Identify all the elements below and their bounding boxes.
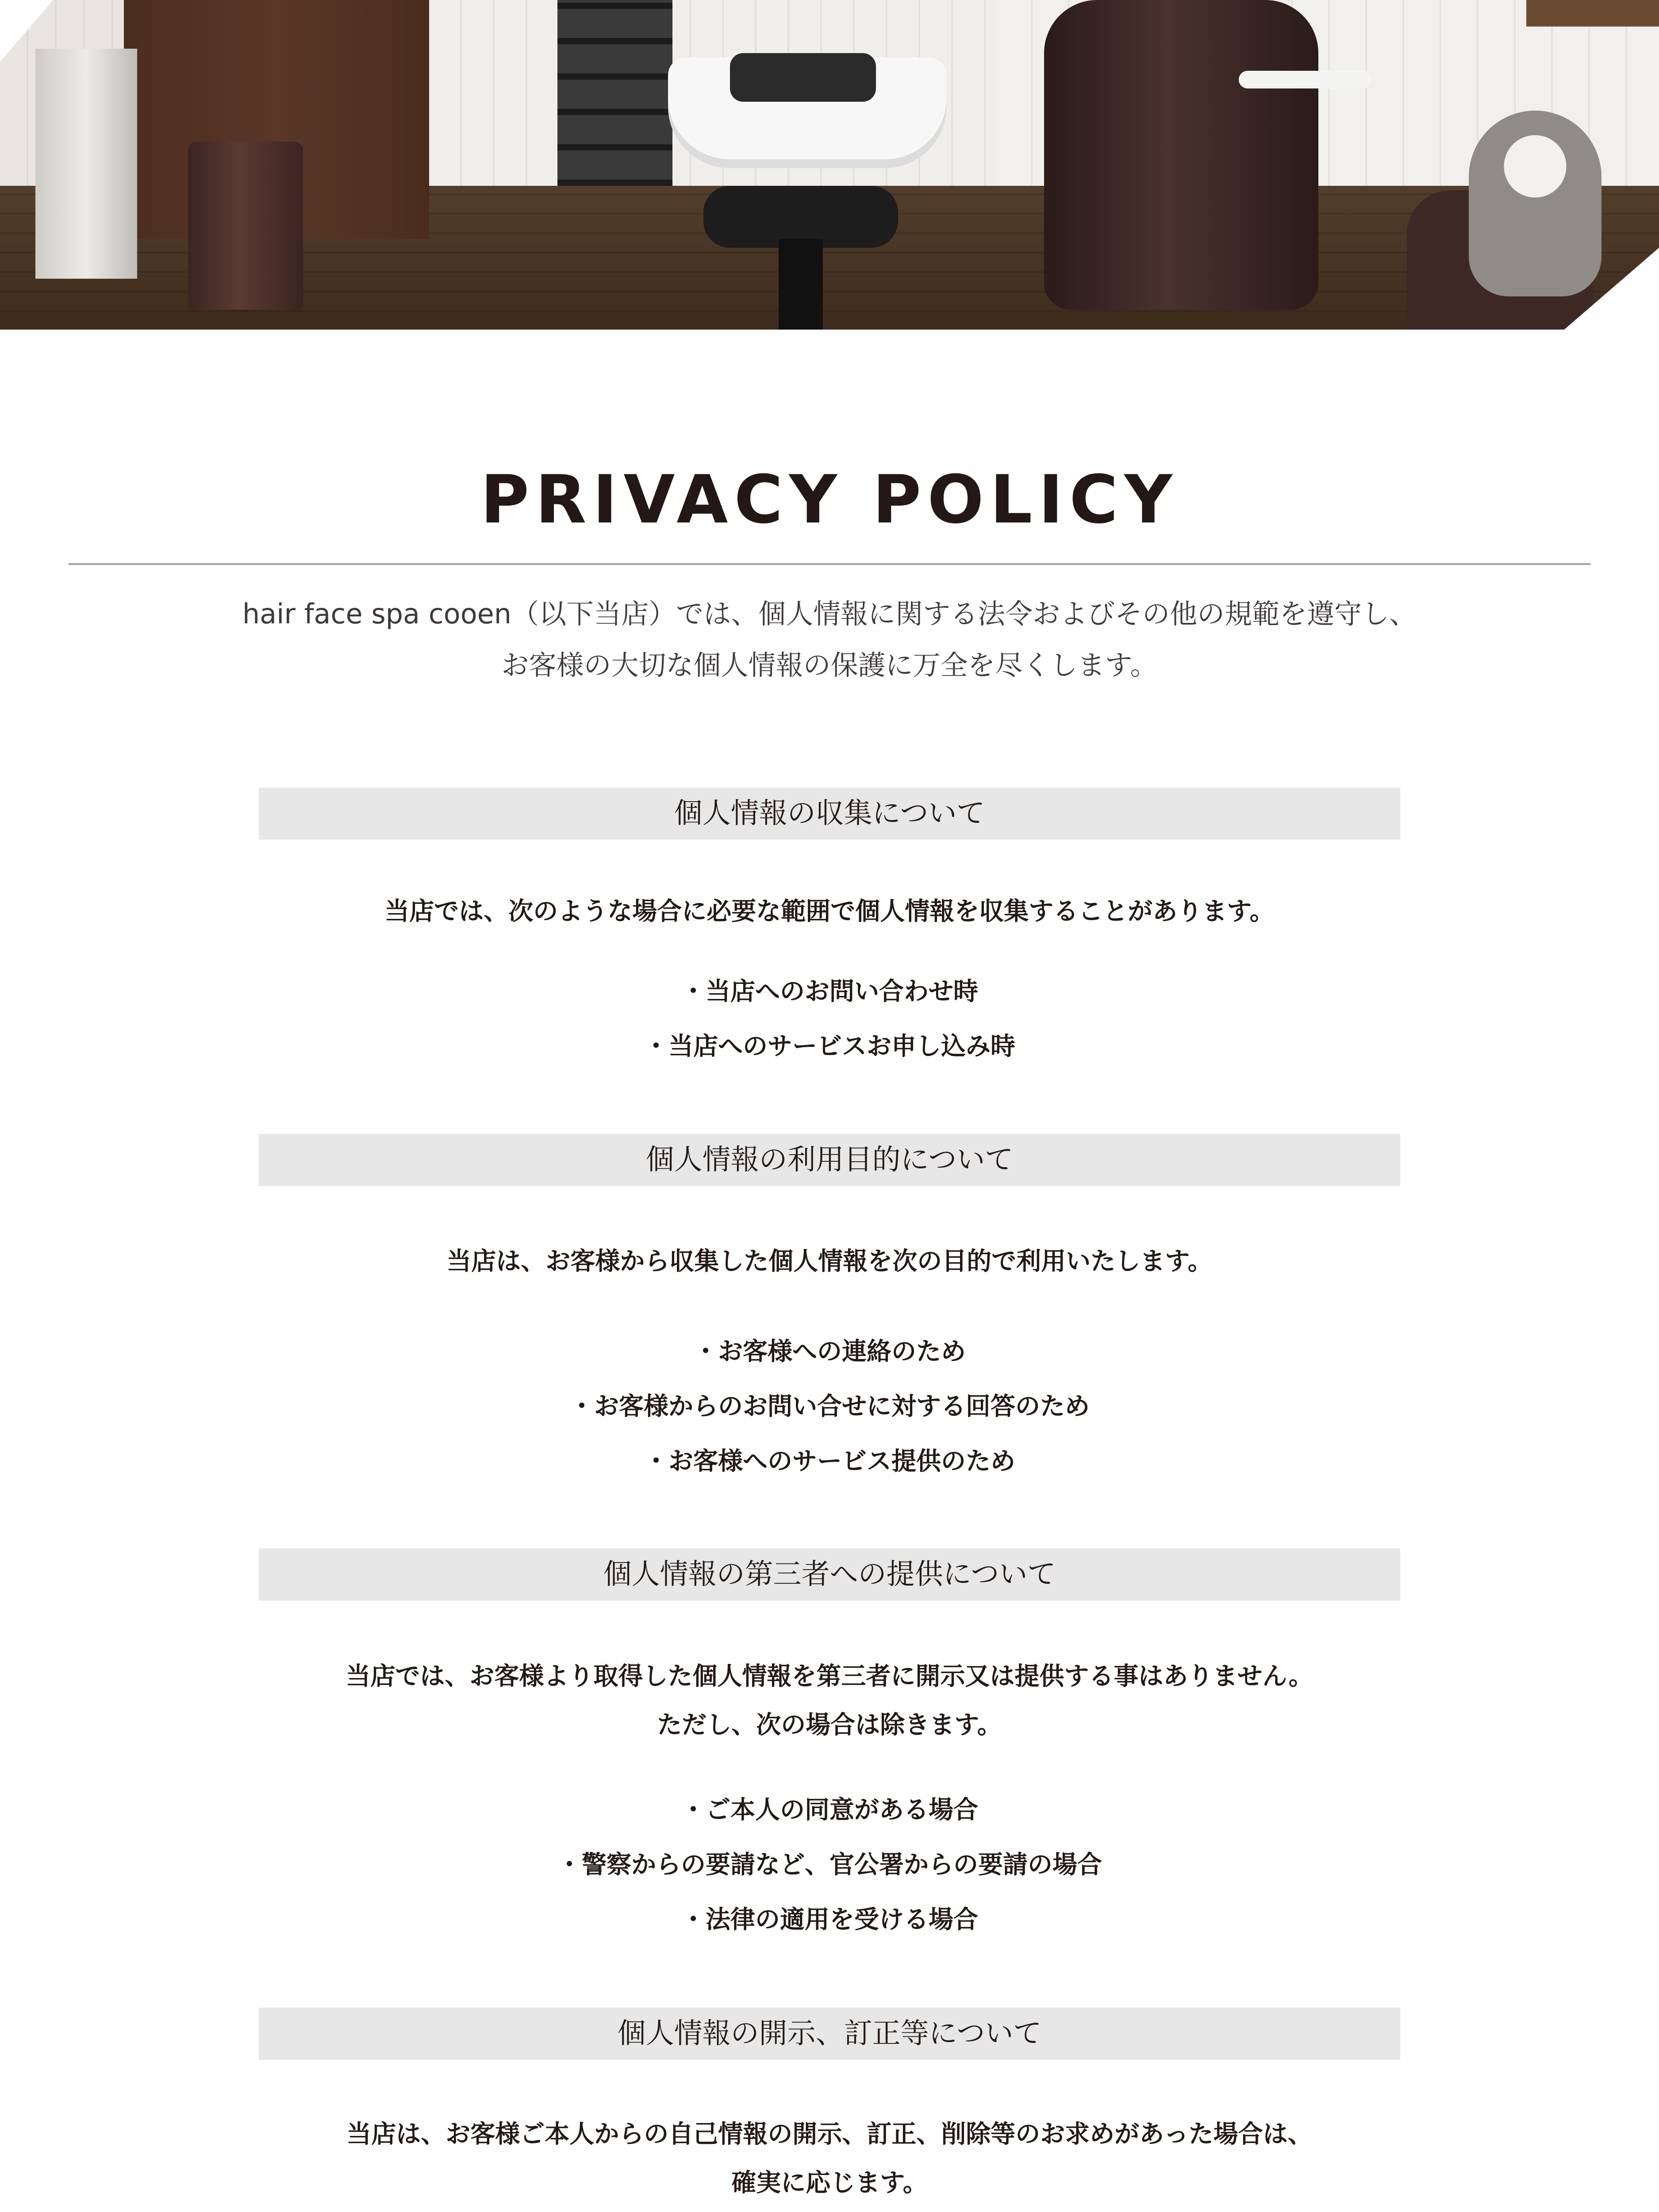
bullet-list	[0, 1325, 1659, 1489]
section-text-line: 当店は、お客様から収集した個人情報を次の目的で利用いたします。	[446, 1247, 1213, 1276]
towel-cabinet	[35, 49, 137, 279]
list-item: ・警察からの要請など、官公署からの要請の場合	[557, 1851, 1102, 1879]
side-table	[1239, 71, 1371, 88]
section-text-line: 確実に応じます。	[731, 2169, 928, 2197]
supply-rack	[557, 0, 672, 186]
stool-post	[779, 239, 823, 330]
intro-line: お客様の大切な個人情報の保護に万全を尽くします。	[501, 649, 1158, 681]
list-item: ・お客様からのお問い合せに対する回答のため	[569, 1392, 1090, 1421]
list-item: ・お客様へのサービス提供のため	[644, 1447, 1015, 1476]
list-item: ・ご本人の同意がある場合	[681, 1796, 978, 1824]
corner-cut	[1562, 248, 1659, 330]
section-heading-purpose: 個人情報の利用目的について	[259, 1134, 1400, 1186]
list-item: ・当店へのサービスお申し込み時	[644, 1032, 1015, 1061]
section-text-line: ただし、次の場合は除きます。	[657, 1711, 1002, 1740]
bullet-list	[0, 964, 1659, 1074]
section-heading-third-party: 個人情報の第三者への提供について	[259, 1548, 1400, 1601]
section-text	[0, 1652, 1659, 1750]
barber-chair	[1044, 0, 1318, 310]
picture-frame	[1526, 0, 1659, 27]
section-text-line: 当店では、次のような場合に必要な範囲で個人情報を収集することがあります。	[384, 897, 1275, 926]
hero-photo	[0, 0, 1659, 330]
section-heading-collection: 個人情報の収集について	[259, 787, 1400, 840]
list-item: ・お客様への連絡のため	[693, 1337, 966, 1366]
corner-cut	[0, 0, 53, 62]
sink-headrest	[730, 53, 876, 102]
stool-seat	[703, 186, 898, 248]
title-divider	[69, 563, 1590, 565]
section-text-line: 当店では、お客様より取得した個人情報を第三者に開示又は提供する事はありません。	[346, 1662, 1313, 1691]
page-title: PRIVACY POLICY	[480, 461, 1179, 538]
list-item: ・当店へのお問い合わせ時	[681, 977, 978, 1006]
trash-bin	[188, 142, 303, 310]
intro-text	[0, 588, 1659, 691]
bullet-list	[0, 1783, 1659, 1947]
section-heading-disclosure: 個人情報の開示、訂正等について	[259, 2008, 1400, 2060]
section-text	[0, 1237, 1659, 1286]
section-text	[0, 2110, 1659, 2208]
list-item: ・法律の適用を受ける場合	[681, 1905, 978, 1934]
section-text	[0, 887, 1659, 936]
intro-line: hair face spa cooen（以下当店）では、個人情報に関する法令およびその他の規範を遵守し、	[242, 598, 1417, 630]
section-text-line: 当店は、お客様ご本人からの自己情報の開示、訂正、削除等のお求めがあった場合は、	[346, 2120, 1313, 2149]
